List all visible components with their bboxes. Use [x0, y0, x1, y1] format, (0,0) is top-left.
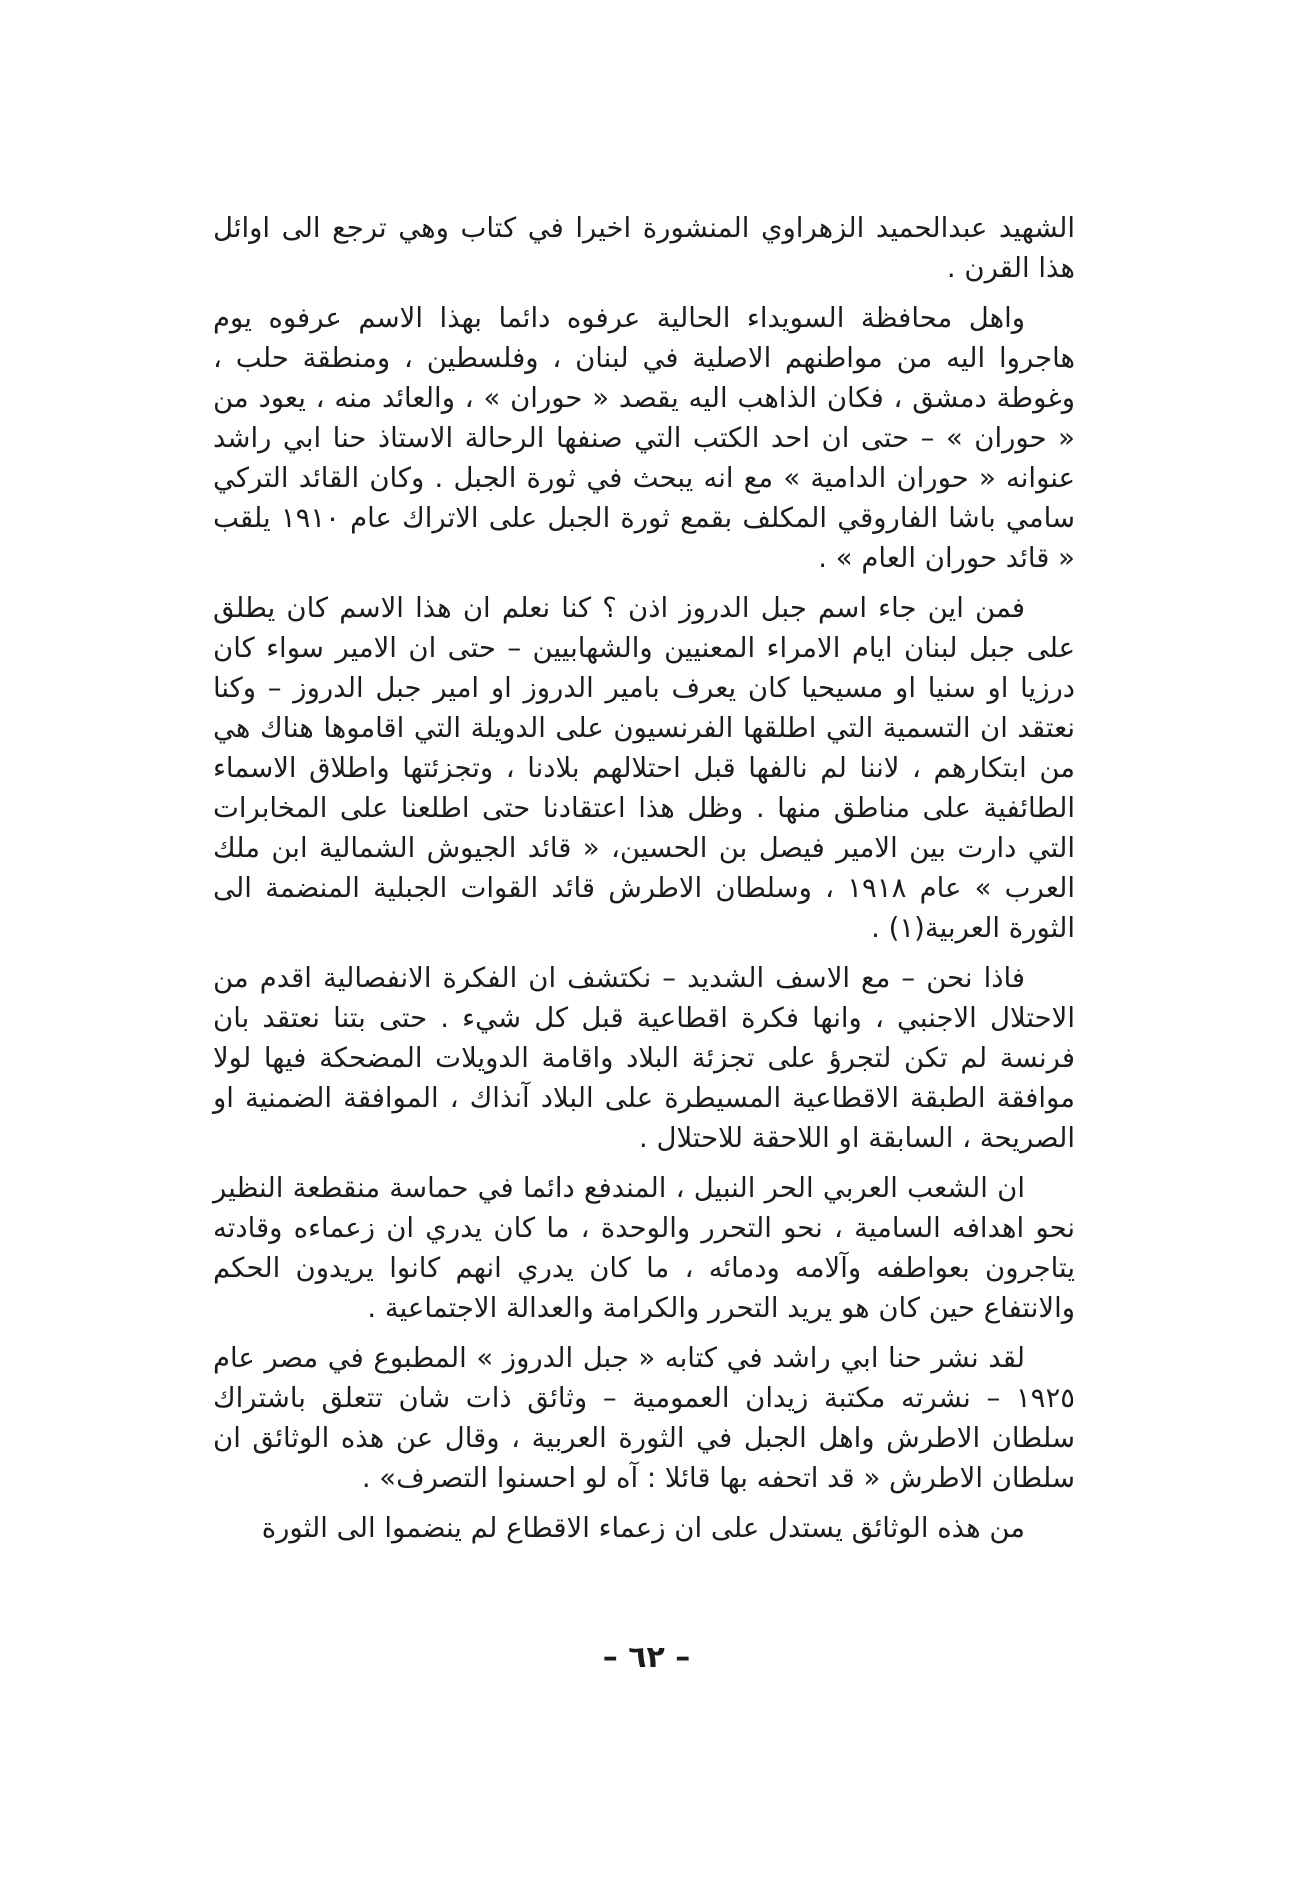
paragraph-2: واهل محافظة السويداء الحالية عرفوه دائما بهذا الاسم عرفوه يوم هاجروا اليه من مواطنهم الاصلية في لبنان ، وفلسطين ، ومنطقة حلب ، وغوطة دمشق ، فكان الذاهب اليه يقصد « حوران » ، والعائد منه ، يعود من « حوران » – حتى ان احد الكتب التي صنفها الرحالة الاستاذ حنا ابي راشد عنوانه « حوران الدامية » مع انه يبحث في ثورة الجبل . وكان القائد التركي سامي باشا الفاروقي المكلف بقمع ثورة الجبل على الاتراك عام ١٩١٠ يلقب « قائد حوران العام » . — [213, 302, 1075, 574]
body-text — [213, 208, 1075, 1558]
paragraph-1: الشهيد عبدالحميد الزهراوي المنشورة اخيرا في كتاب وهي ترجع الى اوائل هذا القرن . — [213, 212, 1075, 284]
paragraph-4: فاذا نحن – مع الاسف الشديد – نكتشف ان الفكرة الانفصالية اقدم من الاحتلال الاجنبي ، وانها فكرة اقطاعية قبل كل شيء . حتى بتنا نعتقد بان فرنسة لم تكن لتجرؤ على تجزئة البلاد واقامة الدويلات المضحكة فيها لولا موافقة الطبقة الاقطاعية المسيطرة على البلاد آنذاك ، الموافقة الضمنية او الصريحة ، السابقة او اللاحقة للاحتلال . — [213, 962, 1075, 1154]
paragraph-7: من هذه الوثائق يستدل على ان زعماء الاقطاع لم ينضموا الى الثورة — [261, 1512, 1025, 1544]
paragraph-3: فمن اين جاء اسم جبل الدروز اذن ؟ كنا نعلم ان هذا الاسم كان يطلق على جبل لبنان ايام الامراء المعنيين والشهابيين – حتى ان الامير سواء كان درزيا او سنيا او مسيحيا كان يعرف بامير الدروز او امير جبل الدروز – وكنا نعتقد ان التسمية التي اطلقها الفرنسيون على الدويلة التي اقاموها هناك هي من ابتكارهم ، لاننا لم نالفها قبل احتلالهم بلادنا ، وتجزئتها واطلاق الاسماء الطائفية على مناطق منها . وظل هذا اعتقادنا حتى اطلعنا على المخابرات التي دارت بين الامير فيصل بن الحسين، « قائد الجيوش الشمالية ابن ملك العرب » عام ١٩١٨ ، وسلطان الاطرش قائد القوات الجبلية المنضمة الى الثورة العربية(١) . — [213, 592, 1075, 944]
page-number: – ٦٢ – — [602, 1640, 691, 1675]
paragraph-5: ان الشعب العربي الحر النبيل ، المندفع دائما في حماسة منقطعة النظير نحو اهدافه السامية ، نحو التحرر والوحدة ، ما كان يدري ان زعماءه وقادته يتاجرون بعواطفه وآلامه ودمائه ، ما كان يدري انهم كانوا يريدون الحكم والانتفاع حين كان هو يريد التحرر والكرامة والعدالة الاجتماعية . — [213, 1172, 1075, 1324]
paragraph-6: لقد نشر حنا ابي راشد في كتابه « جبل الدروز » المطبوع في مصر عام ١٩٢٥ – نشرته مكتبة زيدان العمومية – وثائق ذات شان تتعلق باشتراك سلطان الاطرش واهل الجبل في الثورة العربية ، وقال عن هذه الوثائق ان سلطان الاطرش « قد اتحفه بها قائلا : آه لو احسنوا التصرف» . — [213, 1342, 1075, 1494]
